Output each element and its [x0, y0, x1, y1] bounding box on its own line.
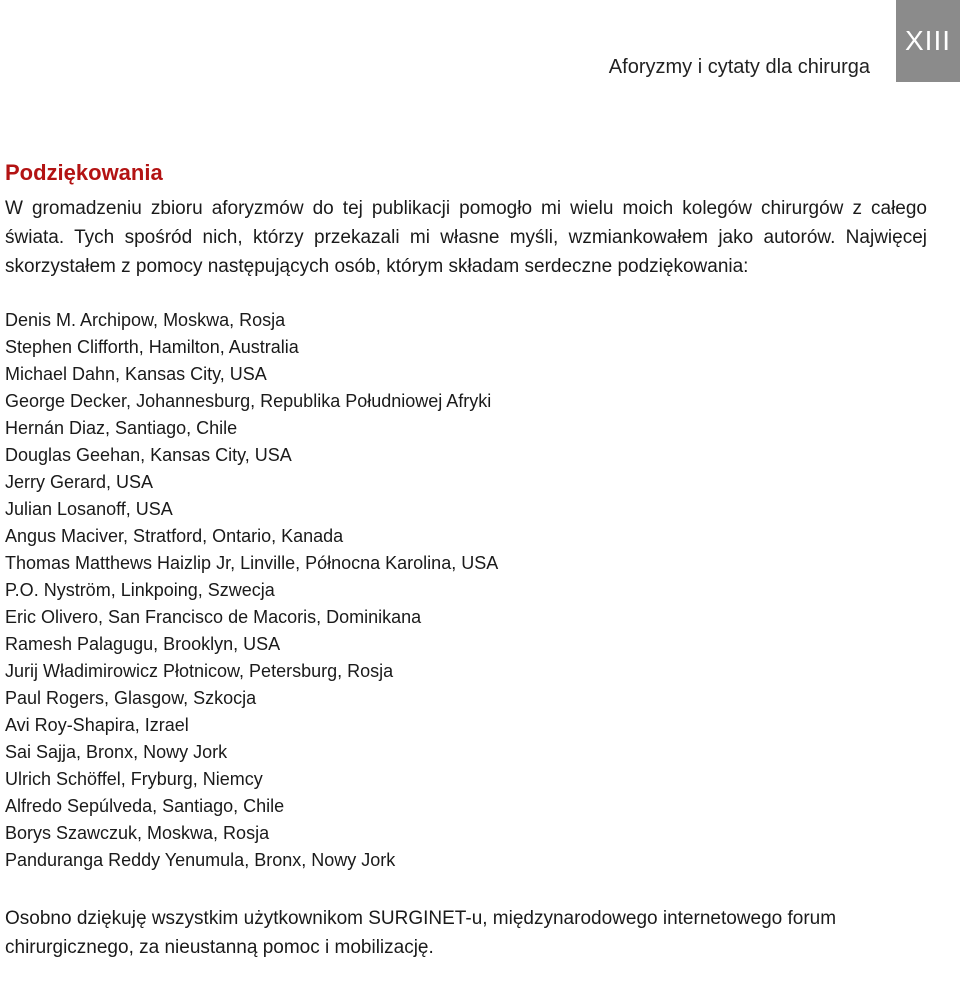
- list-item: Sai Sajja, Bronx, Nowy Jork: [5, 742, 228, 762]
- running-title: Aforyzmy i cytaty dla chirurga: [608, 56, 870, 78]
- intro-paragraph: W gromadzeniu zbioru aforyzmów do tej publikacji pomogło mi wielu moich kolegów chirurgów z całego świata. Tych spośród nich, którzy przekazali mi własne myśli, wzmiankowałem jako autorów. Najwięcej skorzystałem z pomocy następujących osób, którym składam serdeczne podziękowania:: [5, 198, 927, 277]
- page-number: XIII: [904, 25, 951, 56]
- list-item: Avi Roy-Shapira, Izrael: [5, 715, 189, 735]
- list-item: Paul Rogers, Glasgow, Szkocja: [5, 688, 257, 708]
- list-item: Alfredo Sepúlveda, Santiago, Chile: [5, 796, 285, 816]
- list-item: Hernán Diaz, Santiago, Chile: [5, 418, 238, 438]
- list-item: Michael Dahn, Kansas City, USA: [5, 364, 267, 384]
- list-item: Jerry Gerard, USA: [5, 472, 154, 492]
- list-item: Denis M. Archipow, Moskwa, Rosja: [5, 310, 286, 330]
- list-item: Borys Szawczuk, Moskwa, Rosja: [5, 823, 270, 843]
- acknowledgements-section: [5, 158, 927, 962]
- closing-paragraph: Osobno dziękuję wszystkim użytkownikom SURGINET-u, międzynarodowego internetowego forum chirurgicznego, za nieustanną pomoc i mobilizację.: [5, 908, 837, 958]
- list-item: Ulrich Schöffel, Fryburg, Niemcy: [5, 769, 263, 789]
- list-item: P.O. Nyström, Linkpoing, Szwecja: [5, 580, 275, 600]
- list-item: Eric Olivero, San Francisco de Macoris, Dominikana: [5, 607, 422, 627]
- page-number-tab: [896, 0, 960, 82]
- list-item: Angus Maciver, Stratford, Ontario, Kanada: [5, 526, 344, 546]
- list-item: George Decker, Johannesburg, Republika Południowej Afryki: [5, 391, 492, 411]
- list-item: Julian Losanoff, USA: [5, 499, 173, 519]
- list-item: Douglas Geehan, Kansas City, USA: [5, 445, 292, 465]
- list-item: Stephen Clifforth, Hamilton, Australia: [5, 337, 299, 357]
- list-item: Jurij Władimirowicz Płotnicow, Petersburg, Rosja: [5, 661, 394, 681]
- list-item: Ramesh Palagugu, Brooklyn, USA: [5, 634, 281, 654]
- section-heading: Podziękowania: [5, 160, 163, 185]
- list-item: Thomas Matthews Haizlip Jr, Linville, Północna Karolina, USA: [5, 553, 499, 573]
- list-item: Panduranga Reddy Yenumula, Bronx, Nowy Jork: [5, 850, 396, 870]
- names-list: [5, 307, 927, 874]
